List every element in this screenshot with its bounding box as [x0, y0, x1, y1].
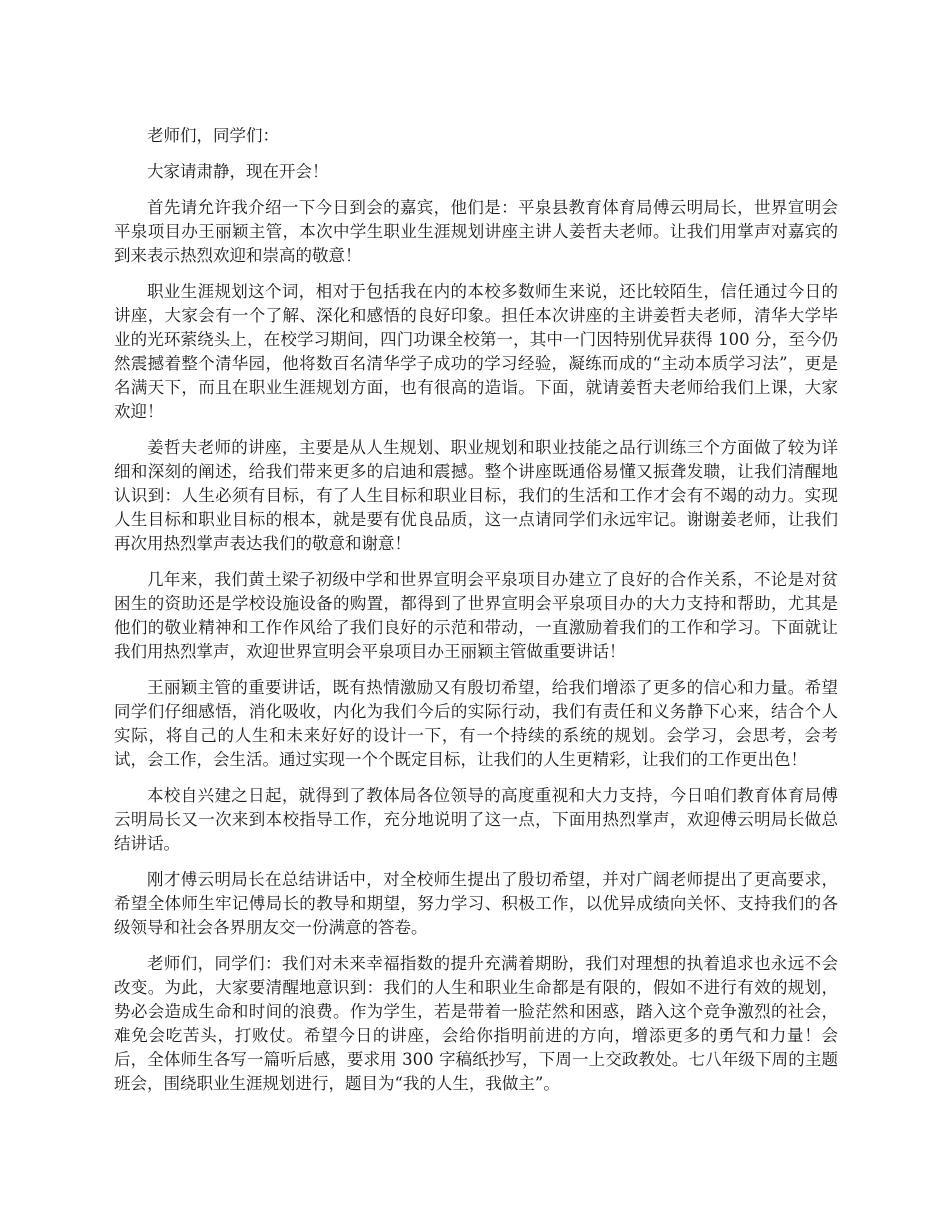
paragraph-guests: 首先请允许我介绍一下今日到会的嘉宾，他们是：平泉县教育体育局傅云明局长，世界宣明会平泉项目办王丽颖主管，本次中学生职业生涯规划讲座主讲人姜哲夫老师。让我们用掌声对嘉宾的到来表示热烈欢迎和崇高的敬意！	[114, 198, 838, 265]
paragraph-career-planning: 职业生涯规划这个词，相对于包括我在内的本校多数师生来说，还比较陌生，信任通过今日的讲座，大家会有一个了解、深化和感悟的良好印象。担任本次讲座的主讲姜哲夫老师，清华大学毕业的光环萦绕头上，在校学习期间，四门功课全校第一，其中一门因特别优异获得 100 分，至今仍然震撼着整个清华园，他将数百名清华学子成功的学习经验，凝练而成的“主动本质学习法”，更是名满天下，而且在职业生涯规划方面，也有很高的造诣。下面，就请姜哲夫老师给我们上课，大家欢迎！	[114, 282, 838, 421]
document-body	[114, 124, 838, 1108]
paragraph-fu-summary: 刚才傅云明局长在总结讲话中，对全校师生提出了殷切希望，并对广阔老师提出了更高要求，希望全体师生牢记傅局长的教导和期望，努力学习、积极工作，以优异成绩向关怀、支持我们的各级领导和社会各界朋友交一份满意的答卷。	[114, 870, 838, 937]
paragraph-partnership: 几年来，我们黄土梁子初级中学和世界宣明会平泉项目办建立了良好的合作关系，不论是对贫困生的资助还是学校设施设备的购置，都得到了世界宣明会平泉项目办的大力支持和帮助，尤其是他们的敬业精神和工作作风给了我们良好的示范和带动，一直激励着我们的工作和学习。下面就让我们用热烈掌声，欢迎世界宣明会平泉项目办王丽颖主管做重要讲话！	[114, 570, 838, 661]
paragraph-opening: 大家请肃静，现在开会！	[147, 162, 329, 181]
paragraph-greeting: 老师们，同学们：	[147, 126, 279, 145]
paragraph-lecture-summary: 姜哲夫老师的讲座，主要是从人生规划、职业规划和职业技能之品行训练三个方面做了较为详细和深刻的阐述，给我们带来更多的启迪和震撼。整个讲座既通俗易懂又振聋发聩，让我们清醒地认识到：人生必须有目标，有了人生目标和职业目标，我们的生活和工作才会有不竭的动力。实现人生目标和职业目标的根本，就是要有优良品质，这一点请同学们永远牢记。谢谢姜老师，让我们再次用热烈掌声表达我们的敬意和谢意！	[114, 438, 838, 553]
paragraph-wang-speech: 王丽颖主管的重要讲话，既有热情激励又有殷切希望，给我们增添了更多的信心和力量。希望同学们仔细感悟，消化吸收，内化为我们今后的实际行动，我们有责任和义务静下心来，结合个人实际，将自己的人生和未来好好的设计一下，有一个持续的系统的规划。会学习，会思考，会考试，会工作，会生活。通过实现一个个既定目标，让我们的人生更精彩，让我们的工作更出色！	[114, 678, 838, 769]
paragraph-fu-intro: 本校自兴建之日起，就得到了教体局各位领导的高度重视和大力支持，今日咱们教育体育局傅云明局长又一次来到本校指导工作，充分地说明了这一点，下面用热烈掌声，欢迎傅云明局长做总结讲话。	[114, 786, 838, 853]
paragraph-closing: 老师们，同学们：我们对未来幸福指数的提升充满着期盼，我们对理想的执着追求也永远不会改变。为此，大家要清醒地意识到：我们的人生和职业生命都是有限的，假如不进行有效的规划，势必会造成生命和时间的浪费。作为学生，若是带着一脸茫然和困惑，踏入这个竞争激烈的社会，难免会吃苦头，打败仗。希望今日的讲座，会给你指明前进的方向，增添更多的勇气和力量！会后，全体师生各写一篇听后感，要求用 300 字稿纸抄写，下周一上交政教处。七八年级下周的主题班会，围绕职业生涯规划进行，题目为“我的人生，我做主”。	[114, 954, 838, 1093]
